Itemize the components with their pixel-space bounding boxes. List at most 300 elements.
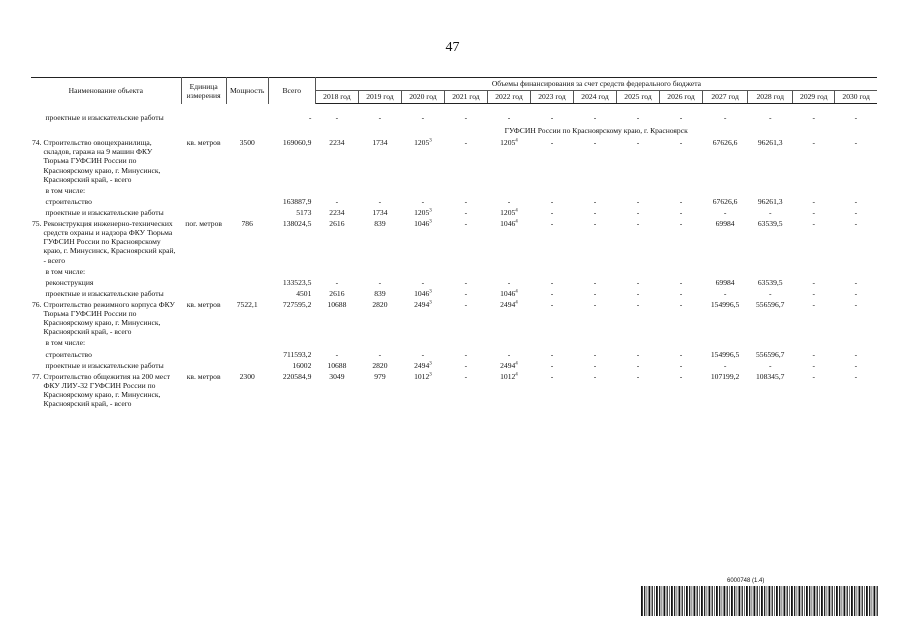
year-value-cell: [573, 137, 616, 185]
year-value: -: [464, 349, 468, 359]
year-value: -: [593, 288, 597, 298]
object-name: проектные и изыскательские работы: [45, 360, 164, 370]
barcode-bar: [869, 586, 870, 616]
barcode-bar: [817, 586, 818, 616]
row-index: [31, 196, 41, 207]
year-value-cell: [487, 137, 530, 185]
year-value-cell: [617, 299, 660, 337]
year-value-cell: [444, 371, 487, 409]
barcode-bar: [862, 586, 863, 616]
barcode-bar: [832, 586, 833, 616]
row-index: [31, 207, 41, 218]
year-value-cell: [748, 137, 793, 185]
year-value: 3049: [329, 371, 345, 381]
header-year: 2018 год: [315, 91, 358, 104]
year-value: -: [636, 207, 640, 217]
year-value: -: [507, 113, 511, 122]
year-value-cell: [835, 288, 877, 299]
year-value-cell: [660, 137, 703, 185]
barcode-bar: [827, 586, 828, 616]
year-value: 1012: [414, 371, 430, 381]
barcode-bar: [774, 586, 775, 616]
year-value-cell: [530, 218, 573, 266]
total-cell: -: [308, 113, 312, 122]
barcode-bar: [854, 586, 855, 616]
barcode-bar: [824, 586, 825, 616]
year-value-cell: [358, 299, 401, 337]
year-value: -: [636, 277, 640, 287]
year-value: -: [636, 138, 640, 148]
year-value-cell: [617, 371, 660, 409]
year-value-cell: [835, 349, 877, 360]
barcode-bar: [671, 586, 673, 616]
unit-cell: [181, 288, 226, 299]
year-value-cell: [748, 277, 793, 288]
year-value-cell: [793, 299, 835, 337]
header-year: 2030 год: [835, 91, 877, 104]
barcode-bar: [851, 586, 853, 616]
subitem-row: [31, 349, 877, 360]
year-value-cell: [401, 288, 444, 299]
year-value: -: [636, 219, 640, 229]
row-index: [31, 360, 41, 371]
year-value-cell: [573, 196, 616, 207]
year-value-cell: [401, 137, 444, 185]
year-value-cell: [573, 360, 616, 371]
barcode-bar: [729, 586, 730, 616]
barcode-bar: [704, 586, 705, 616]
year-value-cell: [487, 371, 530, 409]
year-value-cell: [358, 207, 401, 218]
year-value-cell: [660, 218, 703, 266]
year-value: -: [550, 288, 554, 298]
year-value: -: [593, 138, 597, 148]
barcode-bar: [789, 586, 790, 616]
year-value: 108345,7: [755, 371, 785, 381]
year-value-cell: [487, 112, 530, 123]
year-value-cell: [617, 277, 660, 288]
subitem-row: [31, 360, 877, 371]
year-value-cell: [487, 207, 530, 218]
header-object-name: Наименование объекта: [31, 78, 181, 104]
year-value: -: [464, 299, 468, 309]
barcode-bar: [764, 586, 765, 616]
total-cell: 5173: [296, 207, 312, 217]
year-value-cell: [660, 288, 703, 299]
barcode-bar: [821, 586, 823, 616]
unit-cell: пог. метров: [185, 219, 222, 229]
year-value-cell: [444, 207, 487, 218]
object-name: Строительство режимного корпуса ФКУ Тюрьма ГУФСИН России по Красноярскому краю, г. Минусинск, Красноярский край, - всего: [43, 299, 175, 337]
capacity-cell: [226, 360, 268, 371]
header-capacity: Мощность: [226, 78, 268, 104]
year-value-cell: [660, 349, 703, 360]
year-value: -: [679, 360, 683, 370]
year-value: 63539,5: [757, 219, 783, 229]
year-value-cell: [835, 371, 877, 409]
year-value-cell: [444, 112, 487, 123]
year-value-cell: [617, 218, 660, 266]
year-value: 154996,5: [710, 349, 740, 359]
year-value-cell: [573, 218, 616, 266]
barcode-bar: [759, 586, 760, 616]
barcode-bar: [872, 586, 873, 616]
year-value: 67626,6: [712, 138, 738, 148]
year-value: 839: [374, 288, 386, 298]
total-cell: 4501: [296, 288, 312, 298]
barcode-bar: [776, 586, 778, 616]
year-value-cell: [358, 112, 401, 123]
header-year: 2026 год: [660, 91, 703, 104]
year-value: -: [679, 277, 683, 287]
row-index: 76.: [32, 299, 42, 309]
year-value: -: [507, 277, 511, 287]
year-value-cell: [530, 112, 573, 123]
year-value: -: [854, 371, 858, 381]
year-value-cell: [835, 277, 877, 288]
year-value: -: [854, 138, 858, 148]
year-value-cell: [660, 207, 703, 218]
barcode-bar: [814, 586, 816, 616]
year-value: 2616: [329, 219, 345, 229]
year-value-cell: [315, 137, 358, 185]
unit-cell: [181, 277, 226, 288]
barcode-bar: [874, 586, 876, 616]
year-value-cell: [401, 196, 444, 207]
year-value: 2494: [414, 299, 430, 309]
barcode-bar: [647, 586, 648, 616]
label-row: [31, 185, 877, 196]
barcode-bar: [809, 586, 810, 616]
year-value-cell: [401, 218, 444, 266]
year-value-cell: [573, 299, 616, 337]
year-value-cell: [444, 288, 487, 299]
footnote-marker: 4: [515, 219, 518, 225]
year-value-cell: [835, 207, 877, 218]
total-cell: 163887,9: [282, 196, 312, 206]
year-value-cell: [703, 360, 748, 371]
barcode-bar: [669, 586, 670, 616]
header-year: 2021 год: [444, 91, 487, 104]
total-cell: 169060,9: [282, 138, 312, 148]
barcode-bar: [699, 586, 700, 616]
year-value: -: [507, 349, 511, 359]
year-value: -: [636, 349, 640, 359]
year-value: -: [812, 371, 816, 381]
header-unit: Единица измерения: [181, 78, 226, 104]
year-value: -: [812, 207, 816, 217]
year-value: -: [636, 196, 640, 206]
barcode-bar: [694, 586, 696, 616]
unit-cell: [181, 207, 226, 218]
year-value: 107199,2: [710, 371, 740, 381]
year-value: -: [335, 113, 339, 122]
header-year: 2024 год: [573, 91, 616, 104]
year-value-cell: [660, 196, 703, 207]
capacity-cell: [226, 112, 268, 123]
barcode-bar: [684, 586, 685, 616]
barcode-bar: [679, 586, 681, 616]
year-value-cell: [315, 371, 358, 409]
year-value: -: [550, 277, 554, 287]
barcode-bar: [812, 586, 813, 616]
year-value: -: [378, 277, 382, 287]
year-value: -: [679, 219, 683, 229]
capacity-cell: [226, 207, 268, 218]
year-value-cell: [444, 360, 487, 371]
year-value-cell: [401, 349, 444, 360]
year-value-cell: [444, 196, 487, 207]
barcode-bar: [794, 586, 795, 616]
year-value-cell: [487, 360, 530, 371]
barcode-bar: [701, 586, 703, 616]
year-value: 1046: [414, 219, 430, 229]
year-value: -: [550, 299, 554, 309]
barcode-bar: [757, 586, 758, 616]
year-value: -: [550, 113, 554, 122]
year-value-cell: [315, 277, 358, 288]
year-value-cell: [703, 288, 748, 299]
object-name: строительство: [45, 349, 92, 359]
year-value: -: [464, 371, 468, 381]
total-cell: 138024,5: [282, 219, 312, 229]
year-value: -: [421, 113, 425, 122]
year-value: -: [593, 207, 597, 217]
year-value: 2820: [372, 299, 388, 309]
barcode-bar: [877, 586, 878, 616]
year-value: -: [550, 138, 554, 148]
year-value: -: [378, 349, 382, 359]
header-year: 2022 год: [487, 91, 530, 104]
object-row: [31, 137, 877, 185]
barcode-bar: [799, 586, 801, 616]
barcode-bar: [779, 586, 780, 616]
year-value: -: [812, 277, 816, 287]
year-value-cell: [358, 137, 401, 185]
year-value: -: [723, 113, 727, 122]
year-value-cell: [401, 207, 444, 218]
row-label: в том числе:: [45, 266, 86, 276]
year-value: -: [550, 207, 554, 217]
year-value: -: [679, 288, 683, 298]
capacity-cell: [226, 349, 268, 360]
year-value-cell: [748, 371, 793, 409]
year-value-cell: [315, 218, 358, 266]
row-label: в том числе:: [45, 185, 86, 195]
footnote-marker: 3: [429, 138, 432, 144]
barcode-bar: [682, 586, 683, 616]
year-value-cell: [358, 371, 401, 409]
year-value-cell: [315, 299, 358, 337]
year-value-cell: [703, 137, 748, 185]
subitem-row: [31, 277, 877, 288]
total-cell: 727595,2: [282, 299, 312, 309]
row-index: [31, 349, 41, 360]
year-value: -: [812, 349, 816, 359]
object-name: реконструкция: [45, 277, 94, 287]
year-value: -: [854, 113, 858, 122]
year-value: 154996,5: [710, 299, 740, 309]
object-row: [31, 218, 877, 266]
header-financing-group: Объемы финансирования за счет средств федерального бюджета: [315, 78, 877, 91]
year-value-cell: [835, 137, 877, 185]
year-value: 1205: [500, 138, 516, 148]
year-value: 69984: [715, 219, 735, 229]
year-value: 67626,6: [712, 196, 738, 206]
year-value: 1734: [372, 207, 388, 217]
object-name: Строительство общежития на 200 мест ФКУ ЛИУ-32 ГУФСИН России по Красноярскому краю, г. Минусинск, Красноярский край, - всего: [43, 371, 171, 409]
unit-cell: кв. метров: [186, 138, 221, 148]
header-total: Всего: [268, 78, 315, 104]
section-heading: ГУФСИН России по Красноярскому краю, г. Красноярск: [504, 126, 688, 136]
year-value-cell: [660, 371, 703, 409]
year-value: -: [854, 288, 858, 298]
table-body: [31, 104, 877, 410]
unit-cell: [181, 196, 226, 207]
year-value: 96261,3: [757, 196, 783, 206]
year-value-cell: [748, 196, 793, 207]
barcode-bar: [857, 586, 858, 616]
header-year: 2019 год: [358, 91, 401, 104]
barcode-bar: [667, 586, 668, 616]
year-value: 1205: [414, 207, 430, 217]
year-value: -: [550, 371, 554, 381]
year-value: -: [593, 349, 597, 359]
page-number: 47: [445, 40, 460, 55]
year-value: -: [593, 371, 597, 381]
year-value-cell: [835, 112, 877, 123]
barcode-bar: [649, 586, 651, 616]
object-name: проектные и изыскательские работы: [45, 113, 164, 122]
capacity-cell: 2300: [239, 371, 255, 381]
year-value: -: [723, 360, 727, 370]
year-value-cell: [793, 196, 835, 207]
year-value-cell: [748, 288, 793, 299]
year-value-cell: [530, 288, 573, 299]
barcode-bar: [709, 586, 711, 616]
year-value: -: [679, 138, 683, 148]
year-value-cell: [358, 349, 401, 360]
year-value-cell: [617, 112, 660, 123]
barcode-bar: [784, 586, 786, 616]
unit-cell: [181, 349, 226, 360]
year-value: 1046: [500, 219, 516, 229]
object-name: строительство: [45, 196, 92, 206]
barcode-bar: [677, 586, 678, 616]
year-value: -: [636, 371, 640, 381]
barcode-bar: [847, 586, 848, 616]
barcode-bar: [656, 586, 658, 616]
footnote-marker: 3: [429, 208, 432, 214]
year-value: -: [335, 349, 339, 359]
footnote-marker: 4: [515, 361, 518, 367]
year-value: -: [812, 219, 816, 229]
object-row: [31, 371, 877, 409]
year-value-cell: [315, 349, 358, 360]
unit-cell: кв. метров: [186, 299, 221, 309]
barcode-bar: [697, 586, 698, 616]
year-value-cell: [748, 218, 793, 266]
year-value-cell: [444, 349, 487, 360]
year-value-cell: [358, 196, 401, 207]
year-value-cell: [617, 196, 660, 207]
barcode-bar: [797, 586, 798, 616]
footnote-marker: 3: [429, 361, 432, 367]
year-value-cell: [835, 218, 877, 266]
header-year: 2028 год: [748, 91, 793, 104]
year-value: -: [812, 113, 816, 122]
barcode-bar: [767, 586, 768, 616]
year-value-cell: [573, 112, 616, 123]
year-value-cell: [315, 196, 358, 207]
year-value: 10688: [327, 299, 347, 309]
row-index: 77.: [32, 371, 42, 381]
year-value: -: [679, 349, 683, 359]
year-value: 2234: [329, 138, 345, 148]
year-value: 63539,5: [757, 277, 783, 287]
object-name: Строительство овощехранилища, складов, гаража на 9 машин ФКУ Тюрьма ГУФСИН России по Красноярскому краю, г. Минусинск, Красноярский край, - всего: [43, 138, 161, 184]
barcode-bar: [769, 586, 771, 616]
barcode-bar: [662, 586, 663, 616]
year-value-cell: [401, 112, 444, 123]
footnote-marker: 4: [515, 289, 518, 295]
year-value-cell: [573, 207, 616, 218]
barcode-bar: [641, 586, 643, 616]
year-value: -: [421, 349, 425, 359]
year-value: -: [768, 288, 772, 298]
spacer-row: [31, 104, 877, 113]
barcode-bar: [842, 586, 843, 616]
year-value-cell: [793, 218, 835, 266]
year-value-cell: [617, 349, 660, 360]
label-row: [31, 337, 877, 348]
total-cell: 711593,2: [283, 349, 312, 359]
barcode-bar: [834, 586, 835, 616]
year-value: -: [636, 113, 640, 122]
year-value-cell: [703, 218, 748, 266]
year-value-cell: [835, 299, 877, 337]
header-year: 2025 год: [617, 91, 660, 104]
year-value-cell: [487, 299, 530, 337]
year-value: -: [593, 219, 597, 229]
year-value: -: [464, 219, 468, 229]
year-value: -: [679, 113, 683, 122]
unit-cell: [181, 360, 226, 371]
row-index: [31, 266, 41, 277]
year-value-cell: [660, 112, 703, 123]
capacity-cell: 7522,1: [236, 299, 258, 309]
barcode-image: [641, 586, 879, 616]
year-value-cell: [487, 218, 530, 266]
year-value-cell: [358, 277, 401, 288]
year-value: 556596,7: [755, 349, 785, 359]
spacer-cell: [31, 104, 877, 113]
row-index: [31, 288, 41, 299]
year-value: -: [636, 360, 640, 370]
section-heading-row: [31, 123, 877, 137]
capacity-cell: [226, 277, 268, 288]
barcode-bar: [782, 586, 783, 616]
year-value: -: [636, 288, 640, 298]
barcode-bar: [802, 586, 803, 616]
barcode-bar: [689, 586, 690, 616]
year-value-cell: [573, 349, 616, 360]
year-value-cell: [444, 137, 487, 185]
barcode-bar: [744, 586, 745, 616]
year-value-cell: [315, 288, 358, 299]
year-value: -: [854, 207, 858, 217]
footnote-marker: 4: [515, 208, 518, 214]
